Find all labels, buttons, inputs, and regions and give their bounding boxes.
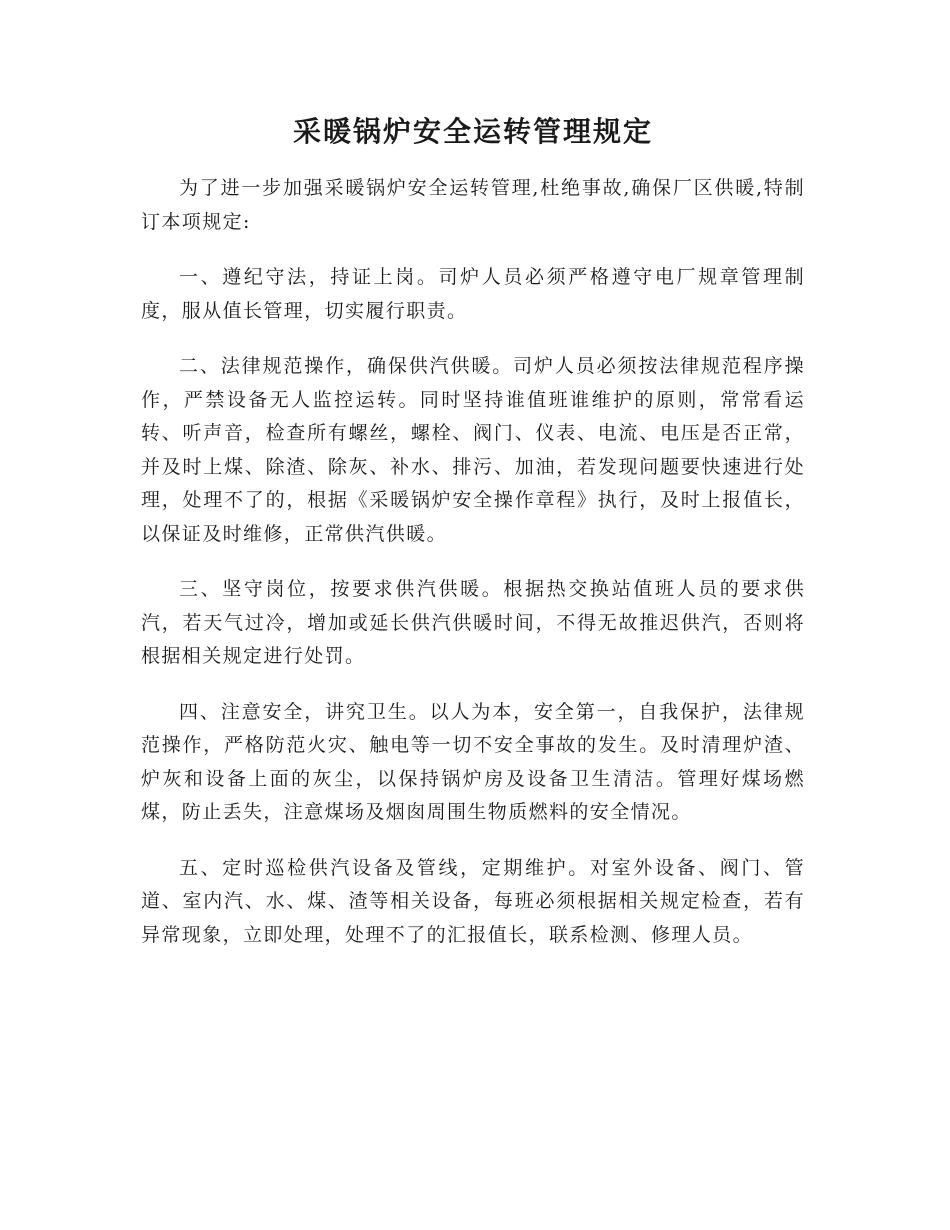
document-page — [141, 112, 805, 974]
intro-paragraph: 为了进一步加强采暖锅炉安全运转管理,杜绝事故,确保厂区供暖,特制订本项规定: — [141, 177, 805, 233]
document-title: 采暖锅炉安全运转管理规定 — [292, 115, 653, 148]
section-4-paragraph: 四、注意安全，讲究卫生。以人为本，安全第一，自我保护，法律规范操作，严格防范火灾、触电等一切不安全事故的发生。及时清理炉渣、炉灰和设备上面的灰尘，以保持锅炉房及设备卫生清洁。管理好煤场燃煤，防止丢失，注意煤场及烟囱周围生物质燃料的安全情况。 — [141, 700, 805, 823]
section-2-paragraph: 二、法律规范操作，确保供汽供暖。司炉人员必须按法律规范程序操作，严禁设备无人监控运转。同时坚持谁值班谁维护的原则，常常看运转、听声音，检查所有螺丝，螺栓、阀门、仪表、电流、电压是否正常，并及时上煤、除渣、除灰、补水、排污、加油，若发现问题要快速进行处理，处理不了的，根据《采暖锅炉安全操作章程》执行，及时上报值长，以保证及时维修，正常供汽供暖。 — [141, 355, 805, 545]
section-1-paragraph: 一、遵纪守法，持证上岗。司炉人员必须严格遵守电厂规章管理制度，服从值长管理，切实履行职责。 — [141, 266, 805, 322]
section-5-paragraph: 五、定时巡检供汽设备及管线，定期维护。对室外设备、阀门、管道、室内汽、水、煤、渣等相关设备，每班必须根据相关规定检查，若有异常现象，立即处理，处理不了的汇报值长，联系检测、修理人员。 — [141, 856, 805, 946]
section-3-paragraph: 三、坚守岗位，按要求供汽供暖。根据热交换站值班人员的要求供汽，若天气过冷，增加或延长供汽供暖时间，不得无故推迟供汽，否则将根据相关规定进行处罚。 — [141, 578, 805, 667]
